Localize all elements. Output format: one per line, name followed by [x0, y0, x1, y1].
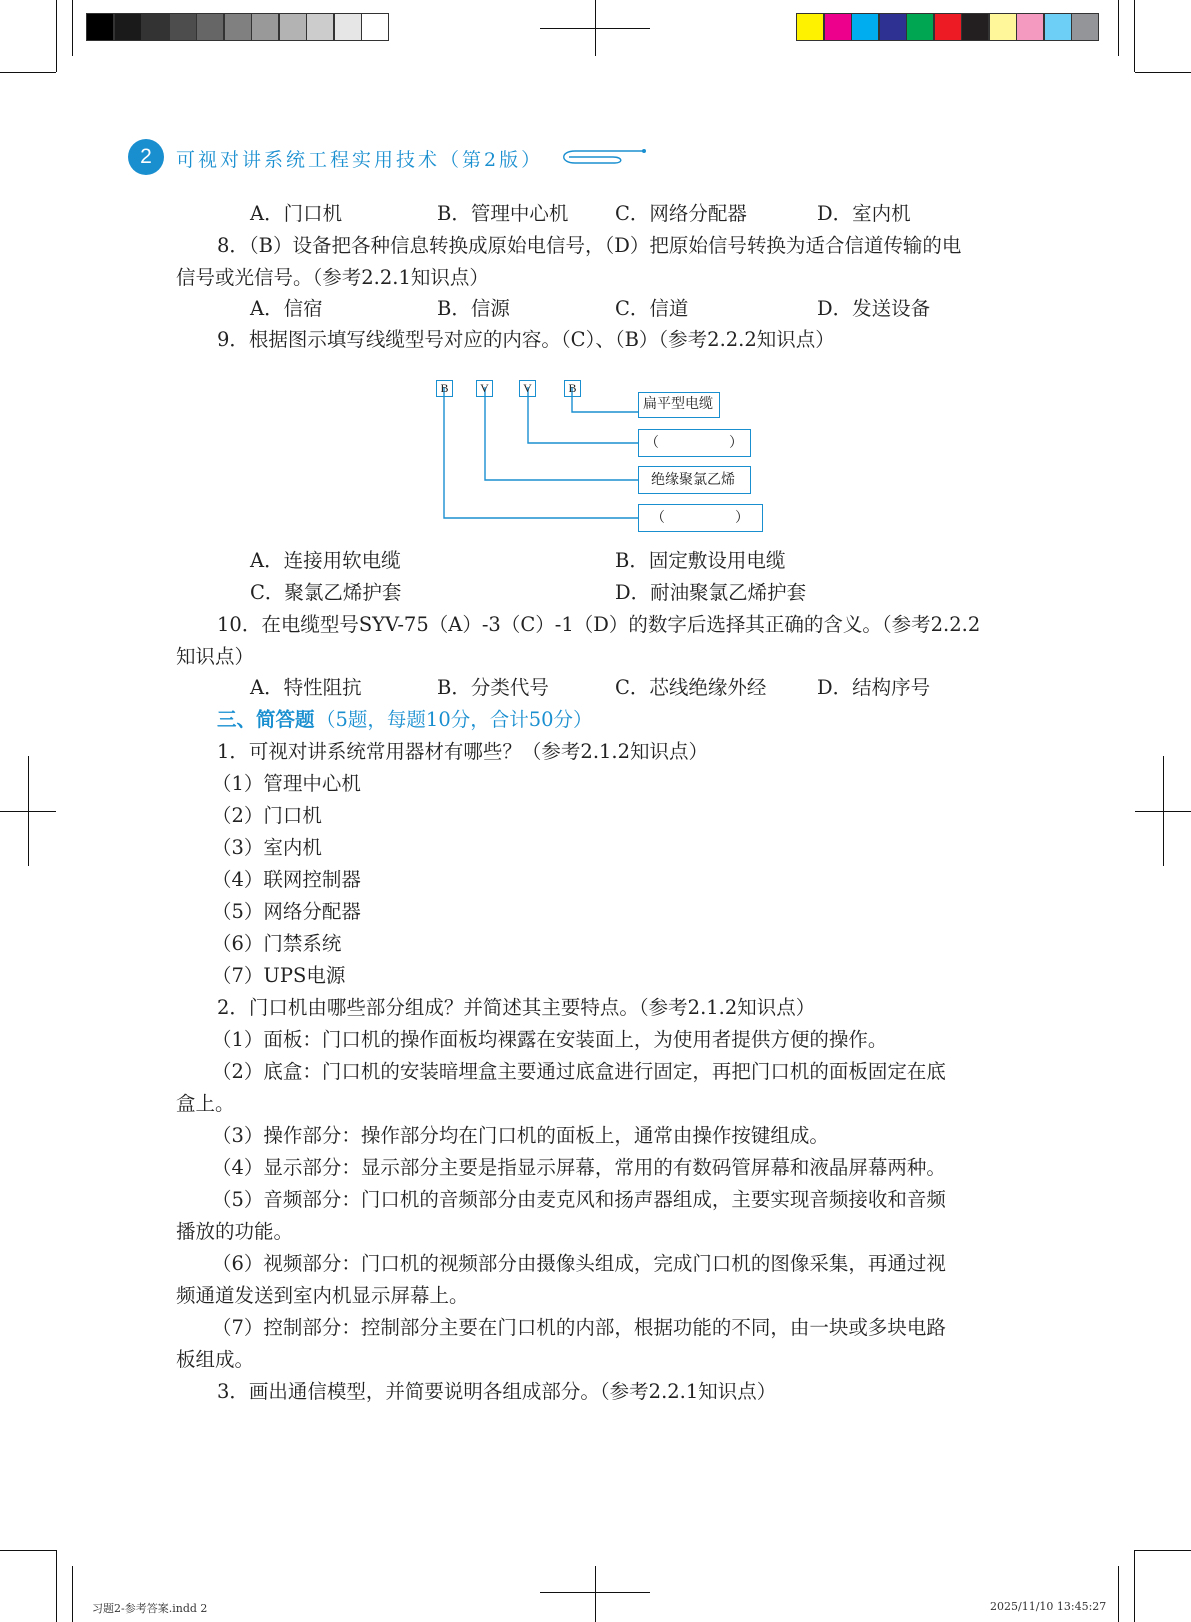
s3-stem: 3．画出通信模型，并简要说明各组成部分。（参考2.2.1知识点）	[217, 1380, 777, 1403]
gray-swatch	[169, 13, 197, 41]
q8-option-a: A．信宿	[250, 297, 323, 320]
diagram-letter-4: B	[564, 380, 581, 397]
color-swatch	[796, 13, 824, 41]
q9-option-a: A．连接用软电缆	[250, 549, 401, 572]
s2-line-8: （6）视频部分：门口机的视频部分由摄像头组成，完成门口机的图像采集，再通过视	[212, 1252, 946, 1275]
q10-stem-line2: 知识点）	[176, 645, 255, 668]
q9-option-b: B．固定敷设用电缆	[615, 549, 786, 572]
q8-stem-line2: 信号或光信号。（参考2.2.1知识点）	[176, 266, 489, 289]
s2-stem: 2．门口机由哪些部分组成？并简述其主要特点。（参考2.1.2知识点）	[217, 996, 816, 1019]
s1-item-5: （5）网络分配器	[212, 900, 361, 923]
q8-option-b: B．信源	[437, 297, 510, 320]
color-swatch	[851, 13, 879, 41]
q10-option-c: C．芯线绝缘外经	[615, 676, 767, 699]
color-swatch	[1016, 13, 1044, 41]
s1-item-4: （4）联网控制器	[212, 868, 361, 891]
diagram-letter-1: B	[436, 380, 453, 397]
q10-stem-line1: 10．在电缆型号SYV-75（A）-3（C）-1（D）的数字后选择其正确的含义。（参考2.2.2	[217, 613, 981, 636]
s2-line-7: 播放的功能。	[176, 1220, 294, 1243]
footer-timestamp: 2025/11/10 13:45:27	[990, 1600, 1107, 1613]
s2-line-3: 盒上。	[176, 1092, 235, 1115]
section3-note: （5题，每题10分，合计50分）	[316, 708, 593, 731]
s2-line-10: （7）控制部分：控制部分主要在门口机的内部，根据功能的不同，由一块或多块电路	[212, 1316, 946, 1339]
q10-option-a: A．特性阻抗	[250, 676, 362, 699]
s2-line-9: 频通道发送到室内机显示屏幕上。	[176, 1284, 469, 1307]
q10-option-b: B．分类代号	[437, 676, 549, 699]
gray-swatch	[251, 13, 279, 41]
color-swatch	[906, 13, 934, 41]
running-header-title: 可视对讲系统工程实用技术（第2版）	[176, 149, 544, 171]
diagram-letter-2: V	[476, 380, 493, 397]
q8-stem-line1: 8．（B）设备把各种信息转换成原始电信号，（D）把原始信号转换为适合信道传输的电	[217, 234, 962, 257]
footer-filename: 习题2-参考答案.indd 2	[92, 1602, 208, 1615]
gray-swatch	[86, 13, 114, 41]
s1-item-7: （7）UPS电源	[212, 964, 346, 987]
color-swatch	[961, 13, 989, 41]
header-swirl-ornament	[555, 146, 647, 168]
s1-item-6: （6）门禁系统	[212, 932, 342, 955]
s1-item-1: （1）管理中心机	[212, 772, 361, 795]
q7-option-b: B．管理中心机	[437, 202, 569, 225]
color-swatch	[934, 13, 962, 41]
section3-title: 三、简答题	[217, 708, 315, 731]
q9-option-d: D．耐油聚氯乙烯护套	[615, 581, 807, 604]
gray-swatch	[334, 13, 362, 41]
color-swatch	[824, 13, 852, 41]
gray-swatch	[361, 13, 389, 41]
diagram-label-flat-cable: 扁平型电缆	[638, 392, 720, 418]
q8-option-c: C．信道	[615, 297, 689, 320]
gray-swatch	[196, 13, 224, 41]
q7-option-a: A．门口机	[250, 202, 343, 225]
gray-swatch	[306, 13, 334, 41]
s2-line-6: （5）音频部分：门口机的音频部分由麦克风和扬声器组成，主要实现音频接收和音频	[212, 1188, 946, 1211]
q7-option-d: D．室内机	[817, 202, 911, 225]
s2-line-5: （4）显示部分：显示部分主要是指显示屏幕，常用的有数码管屏幕和液晶屏幕两种。	[212, 1156, 946, 1179]
s2-line-4: （3）操作部分：操作部分均在门口机的面板上，通常由操作按键组成。	[212, 1124, 829, 1147]
color-swatch	[1044, 13, 1072, 41]
color-swatch	[879, 13, 907, 41]
s1-item-3: （3）室内机	[212, 836, 322, 859]
q7-option-c: C．网络分配器	[615, 202, 747, 225]
s1-item-2: （2）门口机	[212, 804, 322, 827]
diagram-label-blank-1: （ ）	[638, 429, 751, 457]
gray-swatch	[141, 13, 169, 41]
s2-line-1: （1）面板：门口机的操作面板均裸露在安装面上，为使用者提供方便的操作。	[212, 1028, 888, 1051]
page-number-badge: 2	[128, 139, 164, 175]
q10-option-d: D．结构序号	[817, 676, 931, 699]
diagram-label-blank-2: （ ）	[638, 504, 763, 532]
q8-option-d: D．发送设备	[817, 297, 931, 320]
diagram-letter-3: V	[519, 380, 536, 397]
q9-stem: 9．根据图示填写线缆型号对应的内容。（C）、（B）（参考2.2.2知识点）	[217, 328, 835, 351]
q9-option-c: C．聚氯乙烯护套	[250, 581, 402, 604]
gray-swatch	[114, 13, 142, 41]
color-swatch	[989, 13, 1017, 41]
diagram-label-insulation: 绝缘聚氯乙烯	[638, 466, 751, 494]
gray-swatch	[224, 13, 252, 41]
color-swatch	[1071, 13, 1099, 41]
s2-line-2: （2）底盒：门口机的安装暗埋盒主要通过底盒进行固定，再把门口机的面板固定在底	[212, 1060, 946, 1083]
s1-stem: 1．可视对讲系统常用器材有哪些？（参考2.1.2知识点）	[217, 740, 709, 763]
gray-swatch	[279, 13, 307, 41]
s2-line-11: 板组成。	[176, 1348, 255, 1371]
